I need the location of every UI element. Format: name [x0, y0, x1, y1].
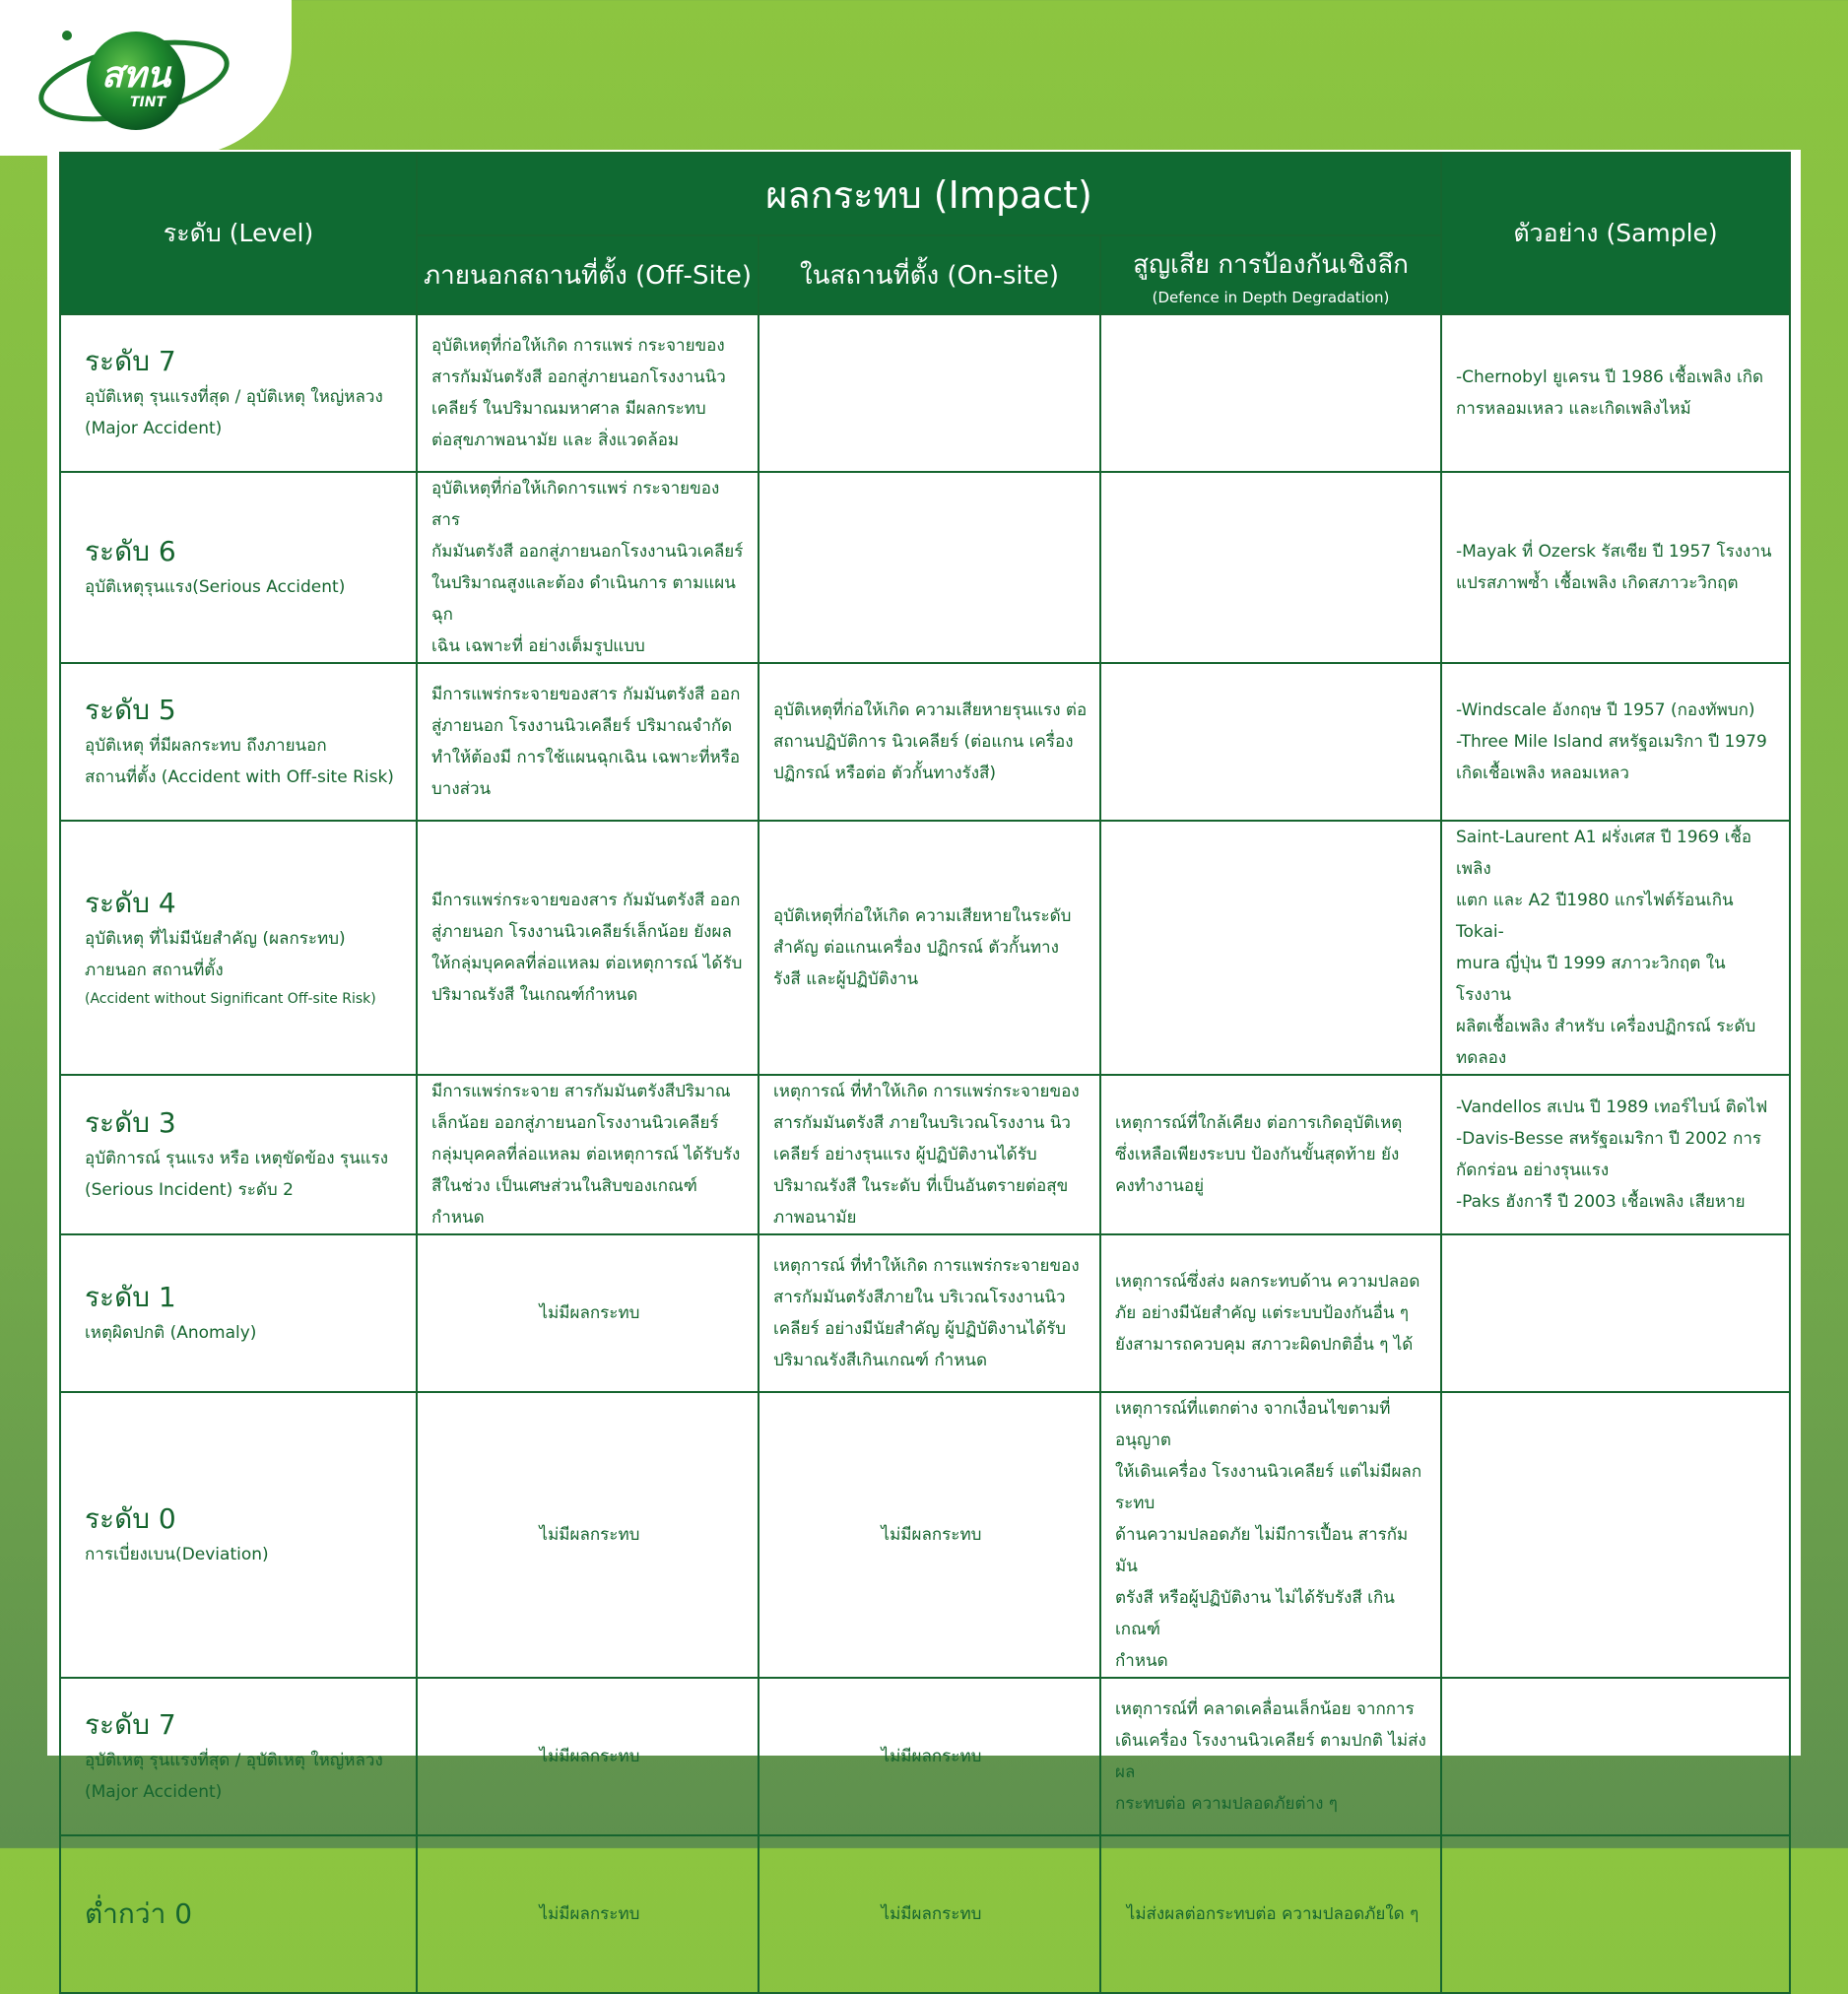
- onsite-text-line: ภาพอนามัย: [773, 1208, 857, 1228]
- level-title: ระดับ 1: [85, 1281, 176, 1313]
- onsite-text-line: เหตุการณ์ ที่ทำให้เกิด การแพร่กระจายของ: [773, 1082, 1080, 1101]
- table-row: [60, 1075, 1790, 1234]
- sample-text-line: -Windscale อังกฤษ ปี 1957 (กองทัพบก): [1456, 700, 1755, 720]
- sample-text-line: แปรสภาพซ้ำ เชื้อเพลิง เกิดสภาวะวิกฤต: [1456, 573, 1739, 593]
- sample-text-line: -Chernobyl ยูเครน ปี 1986 เชื้อเพลิง เกิด: [1456, 367, 1764, 387]
- sample-text-line: ผลิตเชื้อเพลิง สำหรับ เครื่องปฏิกรณ์ ระดับ: [1456, 1017, 1756, 1036]
- level-description: ภายนอก สถานที่ตั้ง: [85, 961, 224, 980]
- table-row: [60, 314, 1790, 472]
- offsite-text-line: สารกัมมันตรังสี ออกสู่ภายนอกโรงงานนิว: [431, 367, 726, 387]
- sample-text-line: เกิดเชื้อเพลิง หลอมเหลว: [1456, 764, 1629, 783]
- level-title: ต่ำกว่า 0: [85, 1897, 193, 1930]
- defence-cell: [1100, 1075, 1441, 1234]
- onsite-text-line: รังสี และผู้ปฏิบัติงาน: [773, 969, 919, 989]
- onsite-text-line: ปริมาณรังสีเกินเกณฑ์ กำหนด: [773, 1351, 988, 1370]
- defence-text-line: ภัย อย่างมีนัยสำคัญ แต่ระบบป้องกันอื่น ๆ: [1115, 1303, 1409, 1323]
- onsite-text-line: ไม่มีผลกระทบ: [881, 1747, 982, 1766]
- offsite-cell: [417, 1075, 759, 1234]
- defence-text-line: เหตุการณ์ที่ใกล้เคียง ต่อการเกิดอุบัติเหตุ: [1115, 1113, 1403, 1133]
- defence-text-line: ให้เดินเครื่อง โรงงานนิวเคลียร์ แต่ไม่มีผลกระทบ: [1115, 1462, 1422, 1513]
- sample-text-line: แตก และ A2 ปี1980 แกรไฟต์ร้อนเกิน Tokai-: [1456, 891, 1734, 942]
- header-defence-title: สูญเสีย การป้องกันเชิงลึก: [1133, 249, 1409, 280]
- table-row: [60, 1835, 1790, 1993]
- offsite-cell: [417, 472, 759, 663]
- sample-text-line: การหลอมเหลว และเกิดเพลิงไหม้: [1456, 399, 1691, 419]
- sample-text-line: -Paks ฮังการี ปี 2003 เชื้อเพลิง เสียหาย: [1456, 1192, 1746, 1212]
- level-description: สถานที่ตั้ง (Accident with Off-site Risk): [85, 767, 394, 787]
- level-title: ระดับ 7: [85, 345, 176, 377]
- offsite-text-line: มีการแพร่กระจาย สารกัมมันตรังสีปริมาณ: [431, 1082, 731, 1101]
- table-row: [60, 1234, 1790, 1392]
- header-impact: ผลกระทบ (Impact): [417, 153, 1441, 235]
- sample-text-line: mura ญี่ปุ่น ปี 1999 สภาวะวิกฤต ในโรงงาน: [1456, 954, 1726, 1005]
- offsite-cell: [417, 1678, 759, 1835]
- offsite-text-line: ทำให้ต้องมี การใช้แผนฉุกเฉิน เฉพาะที่หรือ: [431, 748, 741, 767]
- level-cell: [60, 1075, 417, 1234]
- onsite-text-line: ไม่มีผลกระทบ: [881, 1525, 982, 1545]
- level-description: อุบัติเหตุ รุนแรงที่สุด / อุบัติเหตุ ใหญ่หลวง: [85, 387, 383, 407]
- level-cell: [60, 472, 417, 663]
- defence-cell: [1100, 1392, 1441, 1678]
- sample-cell: [1441, 1835, 1790, 1993]
- offsite-text-line: บางส่วน: [431, 779, 492, 799]
- defence-text-line: เหตุการณ์ที่แตกต่าง จากเงื่อนไขตามที่อนุญาต: [1115, 1399, 1391, 1450]
- onsite-cell: [759, 1678, 1100, 1835]
- offsite-cell: [417, 1835, 759, 1993]
- sample-cell: [1441, 1075, 1790, 1234]
- sample-cell: [1441, 1678, 1790, 1835]
- sample-cell: [1441, 821, 1790, 1075]
- table-row: [60, 1392, 1790, 1678]
- level-title: ระดับ 5: [85, 694, 176, 726]
- level-description: อุบัติการณ์ รุนแรง หรือ เหตุขัดข้อง รุนแรง: [85, 1149, 389, 1168]
- defence-text-line: ซึ่งเหลือเพียงระบบ ป้องกันขั้นสุดท้าย ยัง: [1115, 1145, 1400, 1164]
- onsite-text-line: สารกัมมันตรังสีภายใน บริเวณโรงงานนิว: [773, 1288, 1066, 1307]
- offsite-text-line: เล็กน้อย ออกสู่ภายนอกโรงงานนิวเคลียร์: [431, 1113, 719, 1133]
- offsite-cell: [417, 663, 759, 821]
- onsite-cell: [759, 1835, 1100, 1993]
- offsite-cell: [417, 1234, 759, 1392]
- header-defence-subtitle: (Defence in Depth Degradation): [1152, 288, 1390, 306]
- defence-cell: [1100, 821, 1441, 1075]
- level-cell: [60, 1234, 417, 1392]
- header-defence: [1100, 235, 1441, 314]
- level-cell: [60, 314, 417, 472]
- onsite-cell: [759, 472, 1100, 663]
- onsite-text-line: อุบัติเหตุที่ก่อให้เกิด ความเสียหายรุนแรง ต่อ: [773, 700, 1088, 720]
- level-description: การเบี่ยงเบน(Deviation): [85, 1545, 269, 1564]
- defence-text-line: ตรังสี หรือผู้ปฏิบัติงาน ไม่ได้รับรังสี เกินเกณฑ์: [1115, 1588, 1395, 1639]
- sample-text-line: -Davis-Besse สหรัฐอเมริกา ปี 2002 การ: [1456, 1129, 1762, 1149]
- defence-text-line: เดินเครื่อง โรงงานนิวเคลียร์ ตามปกติ ไม่ส่งผล: [1115, 1731, 1426, 1782]
- level-title: ระดับ 6: [85, 535, 176, 567]
- onsite-cell: [759, 1392, 1100, 1678]
- offsite-text-line: ไม่มีผลกระทบ: [539, 1303, 640, 1323]
- level-cell: [60, 1835, 417, 1993]
- level-cell: [60, 663, 417, 821]
- sample-cell: [1441, 1392, 1790, 1678]
- offsite-text-line: ให้กลุ่มบุคคลที่ล่อแหลม ต่อเหตุการณ์ ได้รับ: [431, 954, 743, 973]
- tint-logo-icon: [37, 20, 234, 138]
- defence-text-line: เหตุการณ์ที่ คลาดเคลื่อนเล็กน้อย จากการ: [1115, 1699, 1415, 1719]
- onsite-cell: [759, 663, 1100, 821]
- offsite-text-line: อุบัติเหตุที่ก่อให้เกิด การแพร่ กระจายของ: [431, 336, 725, 356]
- level-cell: [60, 1678, 417, 1835]
- ines-impact-table: [59, 152, 1791, 1994]
- offsite-text-line: ในปริมาณสูงและต้อง ดำเนินการ ตามแผนฉุก: [431, 573, 736, 625]
- level-title: ระดับ 7: [85, 1708, 176, 1741]
- onsite-text-line: ปริมาณรังสี ในระดับ ที่เป็นอันตรายต่อสุข: [773, 1176, 1069, 1196]
- header-offsite: ภายนอกสถานที่ตั้ง (Off-Site): [417, 235, 759, 314]
- offsite-text-line: สู่ภายนอก โรงงานนิวเคลียร์ ปริมาณจำกัด: [431, 716, 733, 736]
- level-description: (Major Accident): [85, 419, 223, 438]
- offsite-text-line: ไม่มีผลกระทบ: [539, 1747, 640, 1766]
- header-onsite: ในสถานที่ตั้ง (On-site): [759, 235, 1100, 314]
- offsite-cell: [417, 1392, 759, 1678]
- sample-text-line: -Mayak ที่ Ozersk รัสเซีย ปี 1957 โรงงาน: [1456, 542, 1772, 562]
- level-description: เหตุผิดปกติ (Anomaly): [85, 1323, 257, 1343]
- table-row: [60, 472, 1790, 663]
- sample-cell: [1441, 663, 1790, 821]
- offsite-text-line: อุบัติเหตุที่ก่อให้เกิดการแพร่ กระจายของสาร: [431, 479, 720, 530]
- table-body: [60, 314, 1790, 1993]
- sample-cell: [1441, 314, 1790, 472]
- onsite-text-line: สถานปฏิบัติการ นิวเคลียร์ (ต่อแกน เครื่อง: [773, 732, 1074, 752]
- defence-cell: [1100, 1234, 1441, 1392]
- onsite-cell: [759, 314, 1100, 472]
- onsite-cell: [759, 1234, 1100, 1392]
- offsite-text-line: เคลียร์ ในปริมาณมหาศาล มีผลกระทบ: [431, 399, 706, 419]
- offsite-text-line: เฉิน เฉพาะที่ อย่างเต็มรูปแบบ: [431, 636, 645, 656]
- level-title: ระดับ 4: [85, 887, 176, 919]
- defence-cell: [1100, 472, 1441, 663]
- sample-cell: [1441, 1234, 1790, 1392]
- table-row: [60, 1678, 1790, 1835]
- defence-text-line: ไม่ส่งผลต่อกระทบต่อ ความปลอดภัยใด ๆ: [1126, 1904, 1419, 1924]
- offsite-text-line: มีการแพร่กระจายของสาร กัมมันตรังสี ออก: [431, 685, 741, 704]
- onsite-text-line: สารกัมมันตรังสี ภายในบริเวณโรงงาน นิว: [773, 1113, 1071, 1133]
- level-description: อุบัติเหตุ ที่มีผลกระทบ ถึงภายนอก: [85, 736, 327, 756]
- offsite-text-line: สู่ภายนอก โรงงานนิวเคลียร์เล็กน้อย ยังผล: [431, 922, 732, 942]
- defence-cell: [1100, 1835, 1441, 1993]
- level-cell: [60, 1392, 417, 1678]
- offsite-text-line: ไม่มีผลกระทบ: [539, 1525, 640, 1545]
- level-cell: [60, 821, 417, 1075]
- offsite-text-line: สีในช่วง เป็นเศษส่วนในสิบของเกณฑ์กำหนด: [431, 1176, 697, 1228]
- level-title: ระดับ 3: [85, 1106, 176, 1139]
- offsite-text-line: กัมมันตรังสี ออกสู่ภายนอกโรงงานนิวเคลียร์: [431, 542, 744, 562]
- offsite-cell: [417, 314, 759, 472]
- sample-text-line: -Vandellos สเปน ปี 1989 เทอร์ไบน์ ติดไฟ: [1456, 1097, 1768, 1117]
- sample-text-line: กัดกร่อน อย่างรุนแรง: [1456, 1161, 1610, 1180]
- onsite-text-line: เคลียร์ อย่างมีนัยสำคัญ ผู้ปฏิบัติงานได้รับ: [773, 1319, 1067, 1339]
- table-row: [60, 821, 1790, 1075]
- offsite-text-line: กลุ่มบุคคลที่ล่อแหลม ต่อเหตุการณ์ ได้รับรัง: [431, 1145, 741, 1164]
- offsite-text-line: ต่อสุขภาพอนามัย และ สิ่งแวดล้อม: [431, 431, 680, 450]
- sample-text-line: ทดลอง: [1456, 1048, 1507, 1068]
- onsite-text-line: ปฏิกรณ์ หรือต่อ ตัวกั้นทางรังสี): [773, 764, 996, 783]
- header-sample: ตัวอย่าง (Sample): [1441, 153, 1790, 314]
- defence-text-line: กำหนด: [1115, 1651, 1168, 1671]
- logo-tab: [0, 0, 292, 156]
- offsite-cell: [417, 821, 759, 1075]
- defence-text-line: กระทบต่อ ความปลอดภัยต่าง ๆ: [1115, 1794, 1338, 1814]
- defence-cell: [1100, 663, 1441, 821]
- table-row: [60, 663, 1790, 821]
- level-description-small: (Accident without Significant Off-site Risk): [85, 991, 376, 1007]
- level-description: อุบัติเหตุ รุนแรงที่สุด / อุบัติเหตุ ใหญ่หลวง: [85, 1751, 383, 1770]
- header-level: ระดับ (Level): [60, 153, 417, 314]
- offsite-text-line: มีการแพร่กระจายของสาร กัมมันตรังสี ออก: [431, 891, 741, 910]
- level-description: อุบัติเหตุ ที่ไม่มีนัยสำคัญ (ผลกระทบ): [85, 929, 346, 949]
- onsite-text-line: สำคัญ ต่อแกนเครื่อง ปฏิกรณ์ ตัวกั้นทาง: [773, 938, 1059, 958]
- onsite-cell: [759, 1075, 1100, 1234]
- onsite-text-line: เหตุการณ์ ที่ทำให้เกิด การแพร่กระจายของ: [773, 1256, 1080, 1276]
- onsite-text-line: เคลียร์ อย่างรุนแรง ผู้ปฏิบัติงานได้รับ: [773, 1145, 1037, 1164]
- onsite-cell: [759, 821, 1100, 1075]
- defence-text-line: เหตุการณ์ซึ่งส่ง ผลกระทบด้าน ความปลอด: [1115, 1272, 1420, 1292]
- logo-brand-text: สทน: [100, 55, 171, 96]
- defence-text-line: คงทำงานอยู่: [1115, 1176, 1205, 1196]
- logo-sub-text: TINT: [129, 95, 166, 110]
- onsite-text-line: อุบัติเหตุที่ก่อให้เกิด ความเสียหายในระดับ: [773, 906, 1072, 926]
- sample-cell: [1441, 472, 1790, 663]
- defence-cell: [1100, 314, 1441, 472]
- level-description: อุบัติเหตุรุนแรง(Serious Accident): [85, 577, 346, 597]
- defence-text-line: ด้านความปลอดภัย ไม่มีการเปื้อน สารกัมมัน: [1115, 1525, 1409, 1576]
- defence-cell: [1100, 1678, 1441, 1835]
- sample-text-line: Saint-Laurent A1 ฝรั่งเศส ปี 1969 เชื้อเพลิง: [1456, 828, 1752, 879]
- level-title: ระดับ 0: [85, 1502, 176, 1535]
- level-description: (Serious Incident) ระดับ 2: [85, 1180, 294, 1200]
- onsite-text-line: ไม่มีผลกระทบ: [881, 1904, 982, 1924]
- offsite-text-line: ไม่มีผลกระทบ: [539, 1904, 640, 1924]
- sample-text-line: -Three Mile Island สหรัฐอเมริกา ปี 1979: [1456, 732, 1767, 752]
- level-description: (Major Accident): [85, 1782, 223, 1802]
- offsite-text-line: ปริมาณรังสี ในเกณฑ์กำหนด: [431, 985, 638, 1005]
- defence-text-line: ยังสามารถควบคุม สภาวะผิดปกติอื่น ๆ ได้: [1115, 1335, 1414, 1355]
